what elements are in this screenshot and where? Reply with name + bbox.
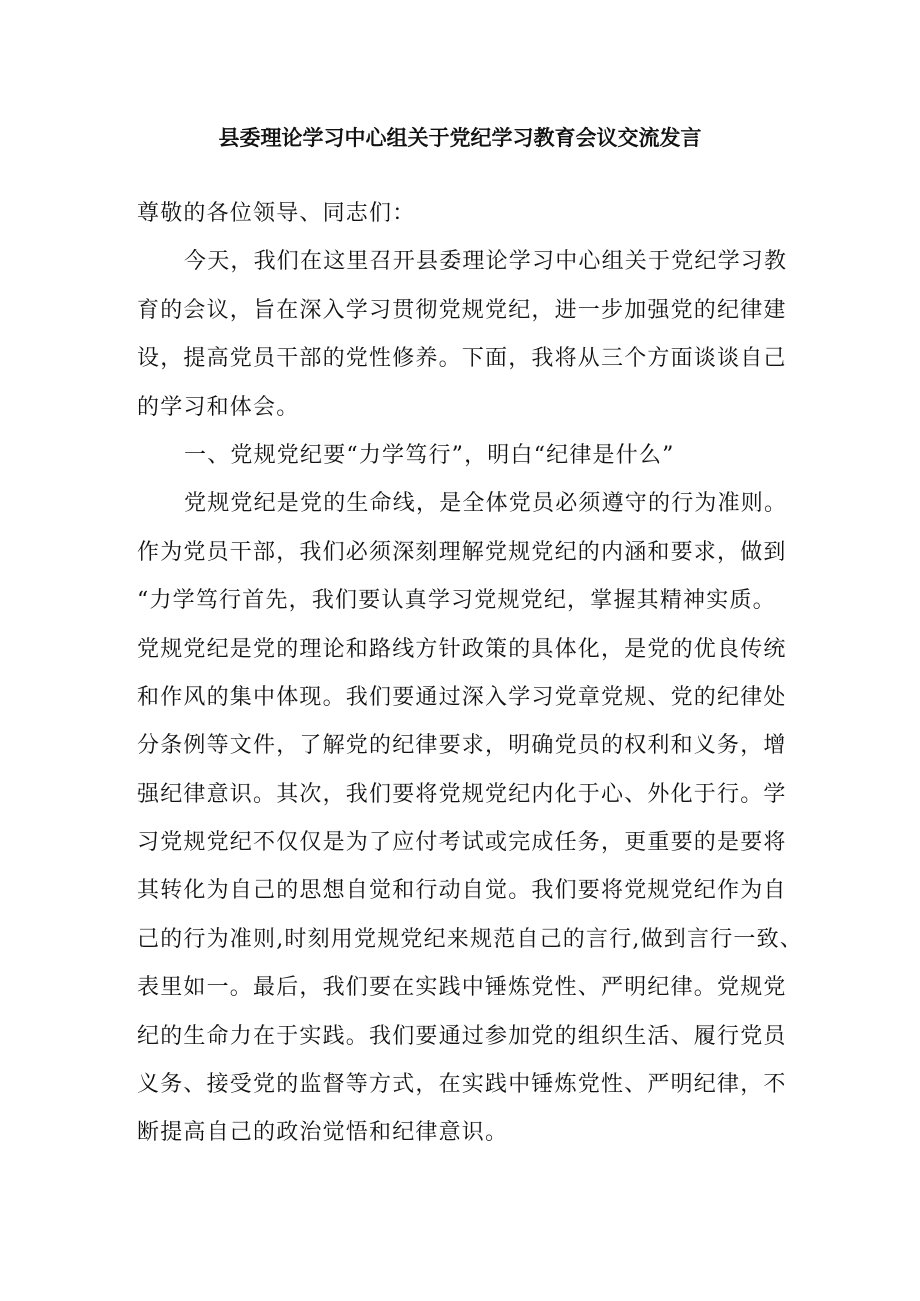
paragraph-line: 育的会议，旨在深入学习贯彻党规党纪，进一步加强党的纪律建 [137, 297, 787, 323]
paragraph-line: 己的行为准则,时刻用党规党纪来规范自己的言行,做到言行一致、 [137, 926, 803, 952]
salutation: 尊敬的各位领导、同志们： [137, 201, 416, 226]
paragraph-line: 党规党纪是党的生命线，是全体党员必须遵守的行为准则。 [184, 491, 788, 517]
document-title: 县委理论学习中心组关于党纪学习教育会议交流发言 [218, 126, 702, 150]
paragraph-line: 分条例等文件，了解党的纪律要求，明确党员的权利和义务，增 [137, 733, 787, 759]
paragraph-section-one [137, 480, 803, 1157]
paragraph-line: 设，提高党员干部的党性修养。下面，我将从三个方面谈谈自己 [137, 346, 787, 372]
paragraph-line: 党规党纪是党的理论和路线方针政策的具体化，是党的优良传统 [137, 636, 787, 662]
paragraph-line: 作为党员干部，我们必须深刻理解党规党纪的内涵和要求，做到 [137, 539, 787, 565]
paragraph-line: 的学习和体会。 [137, 394, 300, 420]
paragraph-line: 断提高自己的政治觉悟和纪律意识。 [137, 1120, 509, 1146]
paragraph-line: 和作风的集中体现。我们要通过深入学习党章党规、党的纪律处 [137, 684, 787, 710]
paragraph-line: 其转化为自己的思想自觉和行动自觉。我们要将党规党纪作为自 [137, 878, 787, 904]
paragraph-line: 习党规党纪不仅仅是为了应付考试或完成任务，更重要的是要将 [137, 830, 787, 856]
paragraph-line: 今天，我们在这里召开县委理论学习中心组关于党纪学习教 [184, 249, 788, 275]
section-heading-text: 一、党规党纪要“力学笃行”，明白“纪律是什么” [184, 442, 675, 468]
paragraph-line: “力学笃行首先，我们要认真学习党规党纪，掌握其精神实质。 [137, 588, 776, 614]
paragraph-line: 表里如一。最后，我们要在实践中锤炼党性、严明纪律。党规党 [137, 975, 787, 1001]
section-heading [137, 432, 787, 480]
paragraph-line: 义务、接受党的监督等方式，在实践中锤炼党性、严明纪律，不 [137, 1072, 787, 1098]
paragraph-line: 强纪律意识。其次，我们要将党规党纪内化于心、外化于行。学 [137, 781, 787, 807]
paragraph-opening [137, 238, 787, 432]
document-body [137, 190, 803, 1158]
paragraph-line: 纪的生命力在于实践。我们要通过参加党的组织生活、履行党员 [137, 1023, 787, 1049]
